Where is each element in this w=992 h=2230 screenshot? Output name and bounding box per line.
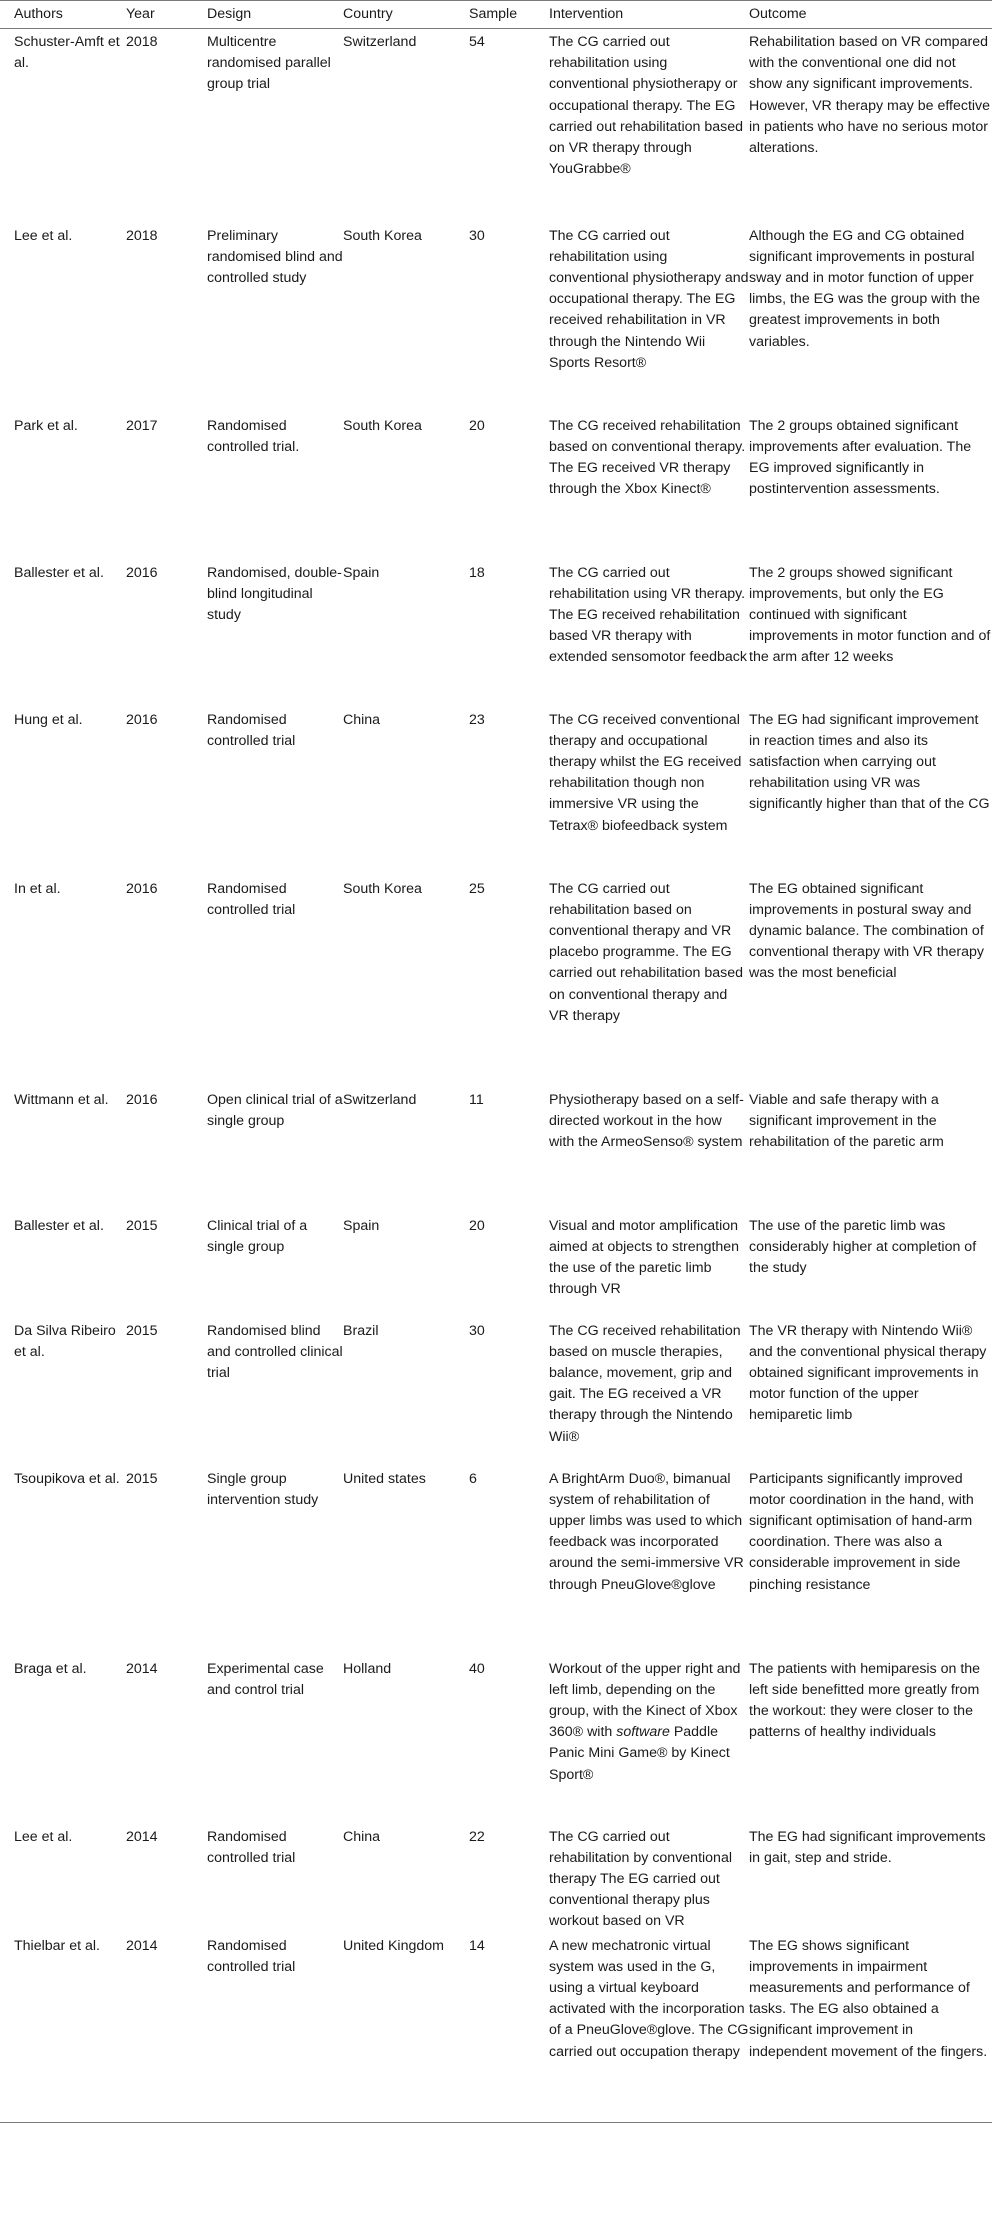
- cell-intervention: The CG received conventional therapy and occupational therapy whilst the EG received rehabilitation though non immersive VR using the Tetrax® biofeedback system: [549, 711, 742, 834]
- cell-year: 2015: [126, 1322, 158, 1339]
- cell-authors: Ballester et al.: [14, 564, 104, 581]
- cell-intervention: Physiotherapy based on a self-directed workout in the how with the ArmeoSenso® system: [549, 1091, 744, 1150]
- cell-sample: 22: [469, 1828, 485, 1845]
- cell-authors: Tsoupikova et al.: [14, 1470, 120, 1487]
- table-row: [0, 1318, 992, 1466]
- table-row: [0, 1656, 992, 1824]
- intervention-text-b: Paddle Panic Mini Game® by Kinect Sport®: [549, 1724, 730, 1783]
- cell-design: Preliminary randomised blind and controlled study: [207, 227, 343, 286]
- cell-country: Spain: [343, 564, 380, 581]
- cell-country: China: [343, 1828, 381, 1845]
- cell-year: 2018: [126, 34, 158, 50]
- cell-intervention: [549, 1656, 749, 1824]
- cell-intervention: The CG carried out rehabilitation using conventional physiotherapy and occupational therapy. The EG received rehabilitation in VR through the Nintendo Wii Sports Resort®: [549, 227, 749, 371]
- cell-design: Randomised controlled trial: [207, 711, 296, 749]
- header-sample: Sample: [469, 1, 549, 29]
- table-row: [0, 1824, 992, 1933]
- cell-sample: 25: [469, 880, 485, 897]
- cell-design: Randomised, double-blind longitudinal study: [207, 564, 342, 623]
- cell-outcome: The EG shows significant improvements in impairment measurements and performance of tasks. The EG also obtained a significant improvement in independent movement of the fingers.: [749, 1933, 992, 2123]
- cell-sample: 30: [469, 1322, 485, 1339]
- cell-authors: Thielbar et al.: [0, 1933, 126, 2123]
- cell-year: 2015: [126, 1470, 158, 1487]
- cell-authors: Braga et al.: [14, 1660, 87, 1677]
- cell-outcome: Participants significantly improved motor coordination in the hand, with significant optimisation of hand-arm coordination. There was also a considerable improvement in side pinching resistance: [749, 1470, 974, 1593]
- intervention-software-emphasis: software: [616, 1724, 670, 1741]
- table-row: [0, 29, 992, 223]
- cell-outcome: The 2 groups showed significant improvements, but only the EG continued with significant improvements in motor function and of the arm after 12 weeks: [749, 564, 991, 666]
- cell-intervention: The CG carried out rehabilitation by conventional therapy The EG carried out conventional therapy plus workout based on VR: [549, 1828, 732, 1930]
- cell-authors: Hung et al.: [14, 711, 83, 728]
- cell-year: 2014: [126, 1828, 158, 1845]
- cell-year: 2015: [126, 1217, 158, 1234]
- cell-country: Holland: [343, 1660, 392, 1677]
- cell-design: Randomised controlled trial: [207, 1828, 296, 1866]
- cell-country: South Korea: [343, 227, 422, 244]
- header-authors: Authors: [0, 1, 126, 29]
- cell-country: Spain: [343, 1217, 380, 1234]
- cell-authors: Da Silva Ribeiro et al.: [14, 1322, 116, 1360]
- table-header-row: [0, 1, 992, 29]
- cell-outcome: Viable and safe therapy with a significant improvement in the rehabilitation of the paretic arm: [749, 1091, 944, 1150]
- cell-outcome: The patients with hemiparesis on the left side benefitted more greatly from the workout: they were closer to the patterns of healthy individuals: [749, 1660, 981, 1741]
- cell-year: 2017: [126, 417, 158, 434]
- cell-intervention: The CG carried out rehabilitation using conventional physiotherapy or occupational therapy. The EG carried out rehabilitation based on VR therapy through YouGrabbe®: [549, 34, 744, 178]
- cell-design: Randomised controlled trial: [207, 880, 296, 918]
- cell-sample: 20: [469, 1217, 485, 1234]
- header-intervention: Intervention: [549, 1, 749, 29]
- cell-year: 2016: [126, 880, 158, 897]
- cell-design: Single group intervention study: [207, 1470, 319, 1508]
- cell-authors: Ballester et al.: [14, 1217, 104, 1234]
- cell-outcome: The EG had significant improvement in reaction times and also its satisfaction when carrying out rehabilitation using VR was significantly higher than that of the CG: [749, 711, 990, 813]
- cell-country: Brazil: [343, 1322, 379, 1339]
- cell-sample: 6: [469, 1470, 477, 1487]
- cell-intervention: The CG received rehabilitation based on muscle therapies, balance, movement, grip and gait. The EG received a VR therapy through the Nintendo Wii®: [549, 1322, 741, 1445]
- cell-year: 2016: [126, 564, 158, 581]
- cell-intervention: Visual and motor amplification aimed at objects to strengthen the use of the paretic limb through VR: [549, 1217, 740, 1298]
- cell-intervention: The CG received rehabilitation based on conventional therapy. The EG received VR therapy through the Xbox Kinect®: [549, 417, 746, 498]
- cell-year: 2014: [126, 1660, 158, 1677]
- cell-country: United Kingdom: [343, 1933, 469, 2123]
- cell-sample: 14: [469, 1933, 549, 2123]
- cell-outcome: The use of the paretic limb was considerably higher at completion of the study: [749, 1217, 977, 1276]
- table-row: [0, 413, 992, 560]
- table-row: [0, 223, 992, 413]
- cell-country: South Korea: [343, 880, 422, 897]
- cell-outcome: The VR therapy with Nintendo Wii® and the conventional physical therapy obtained significant improvements in motor function of the upper hemiparetic limb: [749, 1322, 987, 1424]
- cell-outcome: Although the EG and CG obtained significant improvements in postural sway and in motor function of upper limbs, the EG was the group with the greatest improvements in both variables.: [749, 227, 981, 350]
- cell-sample: 20: [469, 417, 485, 434]
- cell-design: Experimental case and control trial: [207, 1660, 324, 1698]
- cell-design: Randomised blind and controlled clinical trial: [207, 1322, 343, 1381]
- table-row: [0, 876, 992, 1087]
- cell-authors: Lee et al.: [14, 1828, 73, 1845]
- table-row: [0, 707, 992, 876]
- cell-design: Randomised controlled trial.: [207, 417, 300, 455]
- header-design: Design: [207, 1, 343, 29]
- cell-country: Switzerland: [343, 34, 417, 50]
- cell-intervention: The CG carried out rehabilitation based on conventional therapy and VR placebo programme. The EG carried out rehabilitation based on conventional therapy and VR therapy: [549, 880, 744, 1024]
- cell-authors: Lee et al.: [14, 227, 73, 244]
- cell-outcome: Rehabilitation based on VR compared with the conventional one did not show any significant improvements. However, VR therapy may be effective in patients who have no serious motor alterations.: [749, 34, 991, 157]
- table-row: [0, 1087, 992, 1213]
- cell-outcome: The EG obtained significant improvements in postural sway and dynamic balance. The combination of conventional therapy with VR therapy was the most beneficial: [749, 880, 985, 982]
- cell-design: Multicentre randomised parallel group trial: [207, 34, 331, 93]
- cell-intervention: A new mechatronic virtual system was used in the G, using a virtual keyboard activated with the incorporation of a PneuGlove®glove. The CG carried out occupation therapy: [549, 1933, 749, 2123]
- cell-sample: 30: [469, 227, 485, 244]
- table-row: [0, 1933, 992, 2123]
- cell-design: Open clinical trial of a single group: [207, 1091, 343, 1129]
- cell-year: 2018: [126, 227, 158, 244]
- header-country: Country: [343, 1, 469, 29]
- table-row: [0, 560, 992, 707]
- cell-design: Clinical trial of a single group: [207, 1217, 308, 1255]
- table-row: [0, 1466, 992, 1656]
- cell-sample: 40: [469, 1660, 485, 1677]
- cell-year: 2016: [126, 711, 158, 728]
- cell-outcome: The 2 groups obtained significant improvements after evaluation. The EG improved significantly in postintervention assessments.: [749, 417, 972, 498]
- cell-design: Randomised controlled trial: [207, 1933, 343, 2123]
- cell-sample: 23: [469, 711, 485, 728]
- cell-authors: In et al.: [14, 880, 61, 897]
- cell-outcome: The EG had significant improvements in gait, step and stride.: [749, 1828, 986, 1866]
- cell-intervention: The CG carried out rehabilitation using VR therapy. The EG received rehabilitation based VR therapy with extended sensomotor feedback: [549, 564, 747, 666]
- header-year: Year: [126, 1, 207, 29]
- cell-intervention: A BrightArm Duo®, bimanual system of rehabilitation of upper limbs was used to which feedback was incorporated around the semi-immersive VR through PneuGlove®glove: [549, 1470, 744, 1593]
- cell-authors: Park et al.: [14, 417, 78, 434]
- cell-authors: Schuster-Amft et al.: [14, 34, 120, 72]
- intervention-text-a: Workout of the upper right and left limb, depending on the group, with the Kinect of Xbox 360® with: [549, 1660, 741, 1741]
- header-outcome: Outcome: [749, 1, 992, 29]
- cell-authors: Wittmann et al.: [14, 1091, 109, 1108]
- cell-year: 2014: [126, 1933, 207, 2123]
- cell-country: United states: [343, 1470, 426, 1487]
- cell-sample: 11: [469, 1091, 484, 1108]
- cell-sample: 18: [469, 564, 485, 581]
- cell-country: China: [343, 711, 381, 728]
- cell-year: 2016: [126, 1091, 158, 1108]
- cell-country: Switzerland: [343, 1091, 417, 1108]
- cell-sample: 54: [469, 34, 485, 50]
- table-row: [0, 1213, 992, 1318]
- cell-country: South Korea: [343, 417, 422, 434]
